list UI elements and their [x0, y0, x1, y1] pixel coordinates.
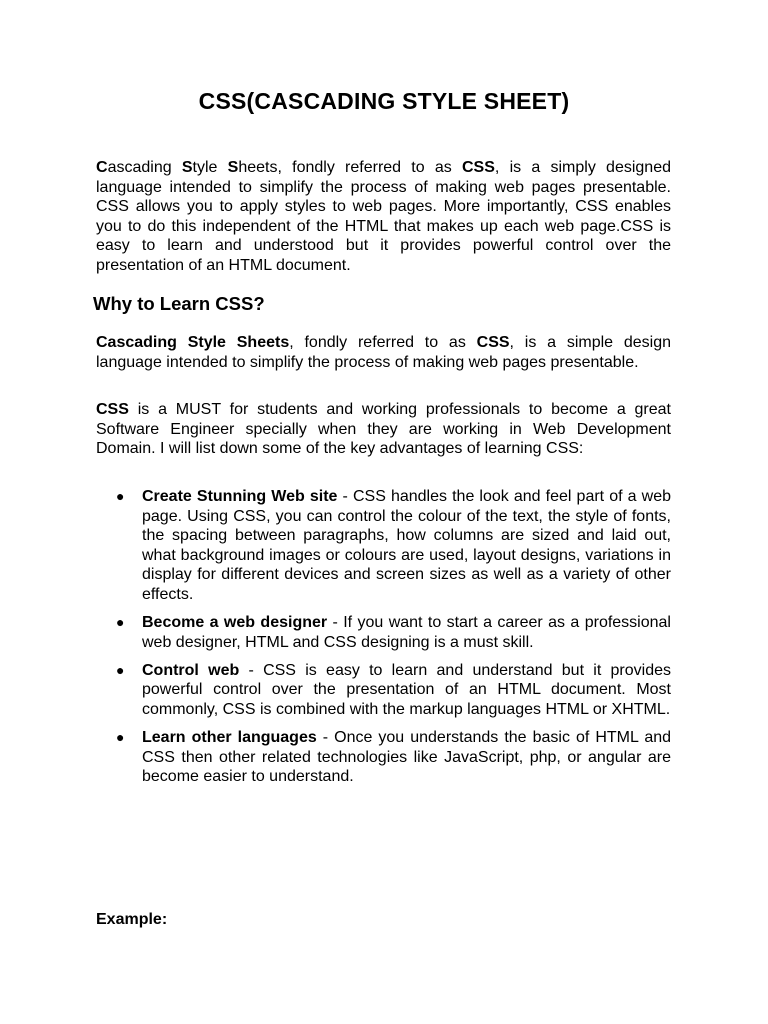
intro-initial-s1: S	[181, 159, 193, 176]
definition-bold-css: CSS	[476, 334, 510, 351]
intro-initial-s2: S	[227, 159, 239, 176]
must-bold-css: CSS	[96, 401, 129, 418]
advantage-title: Control web	[142, 661, 240, 679]
document-title: CSS(CASCADING STYLE SHEET)	[198, 88, 570, 114]
intro-bold-css: CSS	[462, 159, 495, 176]
must-paragraph	[96, 400, 671, 459]
intro-initial-c: C	[96, 159, 108, 176]
intro-word-sheets: heets, fondly referred to as	[238, 159, 462, 176]
advantage-text: - Once you understands the basic of HTML and CSS then other related technologies like JavaScript, php, or angular are become easier to understand.	[142, 729, 672, 786]
definition-rest: , is a simple design language intended to simplify the process of making web pages presentable.	[96, 334, 672, 371]
intro-paragraph	[96, 158, 671, 276]
advantage-title: Become a web designer	[142, 614, 328, 632]
advantage-text: - CSS is easy to learn and understand but it provides powerful control over the presentation of an HTML document. Most commonly, CSS is combined with the markup languages HTML or XHTML.	[142, 661, 672, 718]
intro-word-style: tyle	[192, 159, 228, 176]
bullet-icon: ●	[116, 614, 125, 631]
list-item	[96, 487, 671, 605]
advantage-text: - CSS handles the look and feel part of a web page. Using CSS, you can control the colour of the text, the style of fonts, the spacing between paragraphs, how columns are sized and laid out, what background images or colours are used, layout designs, variations in display for different devices and screen sizes as well as a variety of other effects.	[142, 488, 671, 603]
advantage-title: Learn other languages	[142, 729, 317, 747]
list-item	[96, 661, 671, 720]
bullet-icon: ●	[116, 661, 125, 678]
advantages-list	[96, 487, 671, 795]
advantage-title: Create Stunning Web site	[142, 488, 338, 505]
definition-paragraph	[96, 333, 671, 372]
definition-mid: , fondly referred to as	[289, 334, 477, 351]
definition-bold-name: Cascading Style Sheets	[96, 334, 290, 351]
advantage-text: - If you want to start a career as a professional web designer, HTML and CSS designing is a must skill.	[142, 614, 671, 651]
bullet-icon: ●	[116, 488, 125, 504]
intro-rest: , is a simply designed language intended to simplify the process of making web pages presentable. CSS allows you to apply styles to web pages. More importantly, CSS enables you to do this independent of the HTML that makes up each web page.CSS is easy to learn and understood but it provides powerful control over the presentation of an HTML document.	[96, 159, 671, 274]
intro-word-cascading: ascading	[107, 159, 182, 176]
list-item	[96, 613, 671, 652]
why-learn-heading: Why to Learn CSS?	[93, 293, 265, 314]
must-rest: is a MUST for students and working professionals to become a great Software Engineer specially when they are working in Web Development Domain. I will list down some of the key advantages of learning CSS:	[96, 401, 671, 458]
bullet-icon: ●	[116, 729, 125, 746]
example-label: Example:	[96, 911, 168, 928]
list-item	[96, 728, 671, 787]
